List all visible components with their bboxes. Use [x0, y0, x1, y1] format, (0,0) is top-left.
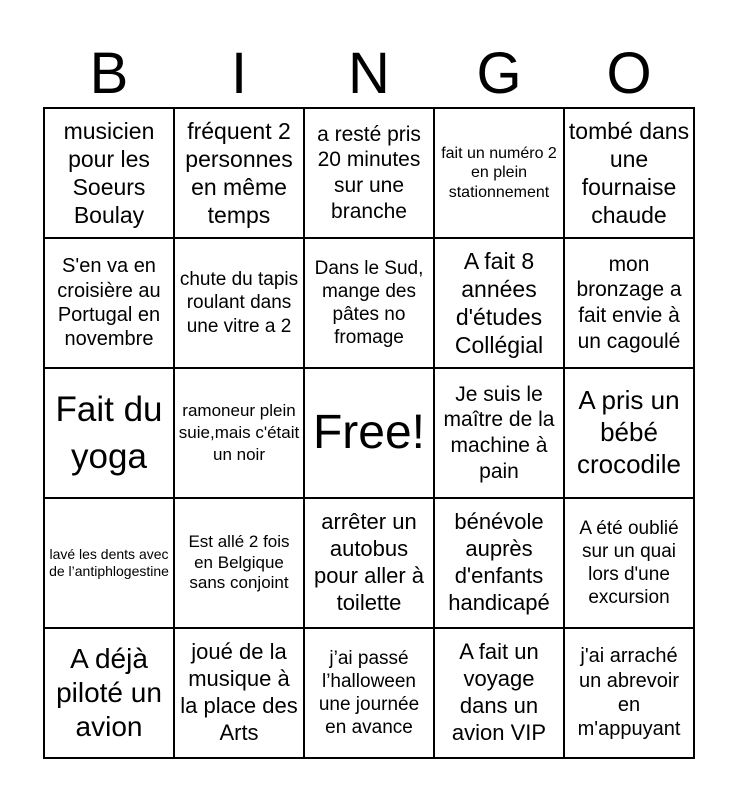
bingo-cell[interactable]: [565, 239, 695, 369]
bingo-cell[interactable]: [305, 629, 435, 759]
bingo-header: [44, 40, 694, 108]
cell-text: joué de la musique à la place des Arts: [180, 639, 298, 745]
bingo-cell[interactable]: [45, 239, 175, 369]
cell-text: a resté pris 20 minutes sur une branche: [317, 122, 421, 223]
bingo-cell[interactable]: [305, 109, 435, 239]
bingo-cell[interactable]: [45, 369, 175, 499]
cell-text: chute du tapis roulant dans une vitre a 2: [179, 269, 299, 337]
cell-text: A pris un bébé crocodile: [576, 385, 682, 479]
bingo-cell[interactable]: [45, 109, 175, 239]
bingo-cell[interactable]: [175, 499, 305, 629]
bingo-cell[interactable]: [175, 369, 305, 499]
bingo-cell[interactable]: [175, 239, 305, 369]
cell-text: lavé les dents avec de l’antiphlogestine: [49, 545, 169, 579]
bingo-cell[interactable]: [435, 369, 565, 499]
cell-text: arrêter un autobus pour aller à toilette: [313, 509, 425, 615]
cell-text: A fait un voyage dans un avion VIP: [451, 639, 547, 745]
cell-text: fréquent 2 personnes en même temps: [185, 117, 293, 229]
bingo-cell[interactable]: [175, 109, 305, 239]
bingo-cell[interactable]: [565, 499, 695, 629]
header-letter-b: B: [89, 41, 129, 106]
cell-text: Free!: [312, 405, 426, 459]
free-space-cell[interactable]: [305, 369, 435, 499]
cell-text: Dans le Sud, mange des pâtes no fromage: [314, 257, 424, 349]
bingo-cell[interactable]: [45, 629, 175, 759]
bingo-cell[interactable]: [565, 369, 695, 499]
header-letter-o: O: [606, 41, 652, 106]
bingo-cell[interactable]: [435, 109, 565, 239]
bingo-cell[interactable]: [435, 499, 565, 629]
cell-text: bénévole auprès d'enfants handicapé: [448, 509, 550, 615]
header-letter-g: G: [476, 41, 522, 106]
cell-text: Je suis le maître de la machine à pain: [443, 382, 555, 483]
cell-text: Fait du yoga: [55, 389, 163, 476]
cell-text: ramoneur plein suie,mais c'était un noir: [178, 400, 300, 465]
bingo-cell[interactable]: [175, 629, 305, 759]
bingo-cell[interactable]: [435, 629, 565, 759]
cell-text: tombé dans une fournaise chaude: [568, 117, 690, 229]
cell-text: fait un numéro 2 en plein stationnement: [441, 144, 557, 201]
bingo-grid: [43, 107, 695, 759]
bingo-cell[interactable]: [565, 109, 695, 239]
cell-text: Est allé 2 fois en Belgique sans conjoint: [188, 531, 290, 593]
cell-text: j'ai arraché un abrevoir en m'appuyant: [577, 645, 681, 741]
cell-text: mon bronzage a fait envie à un cagoulé: [576, 252, 682, 353]
bingo-cell[interactable]: [435, 239, 565, 369]
bingo-cell[interactable]: [305, 239, 435, 369]
bingo-cell[interactable]: [305, 499, 435, 629]
header-letter-n: N: [348, 41, 390, 106]
cell-text: j’ai passé l’halloween une journée en avance: [318, 647, 420, 739]
bingo-cell[interactable]: [45, 499, 175, 629]
cell-text: A déjà piloté un avion: [56, 642, 162, 743]
header-letter-i: I: [230, 41, 248, 106]
bingo-cell[interactable]: [565, 629, 695, 759]
cell-text: S'en va en croisière au Portugal en novembre: [57, 255, 161, 351]
cell-text: musicien pour les Soeurs Boulay: [63, 117, 155, 229]
cell-text: A été oublié sur un quai lors d'une excursion: [579, 517, 679, 609]
cell-text: A fait 8 années d'études Collégial: [454, 247, 544, 359]
